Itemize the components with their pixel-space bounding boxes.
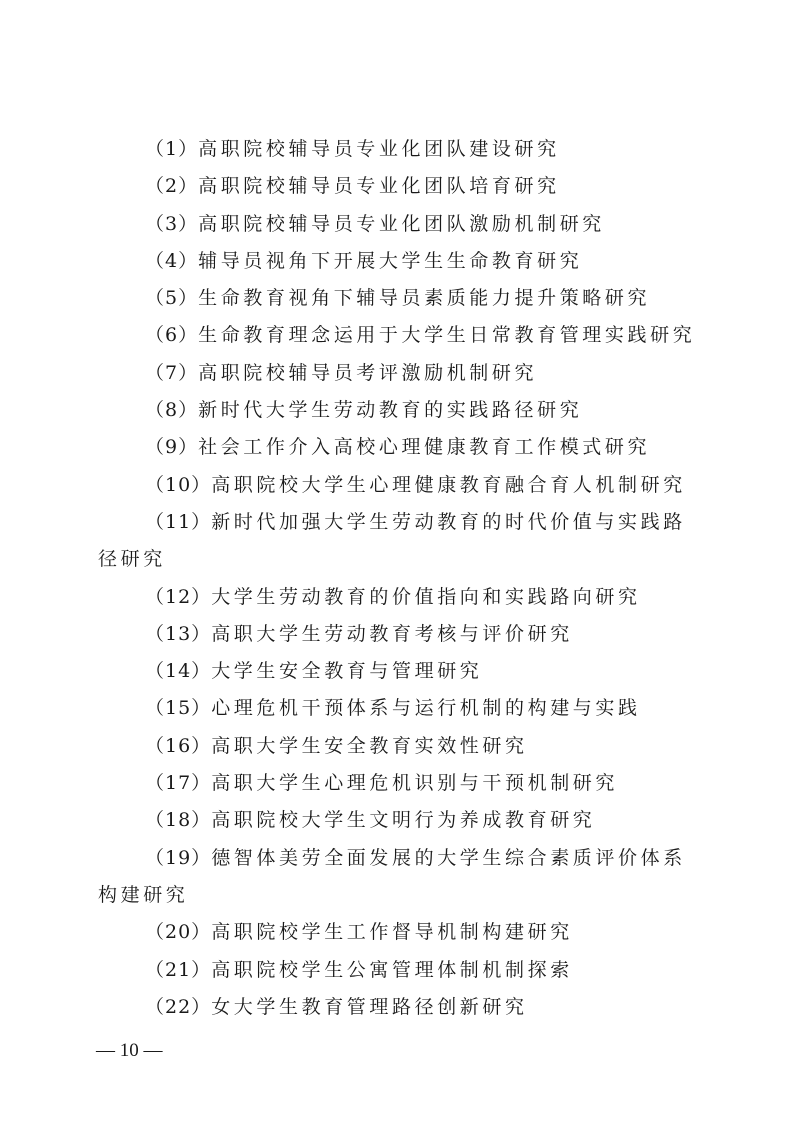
list-item: （10）高职院校大学生心理健康教育融合育人机制研究 [145, 473, 686, 496]
list-item: （8）新时代大学生劳动教育的实践路径研究 [145, 399, 583, 422]
list-item: （16）高职大学生安全教育实效性研究 [145, 734, 528, 757]
list-item: （21）高职院校学生公寓管理体制机制探索 [145, 958, 573, 981]
research-topic-list [98, 131, 698, 1026]
list-item: （20）高职院校学生工作督导机制构建研究 [145, 921, 573, 944]
list-item: （13）高职大学生劳动教育考核与评价研究 [145, 622, 573, 645]
list-item: （18）高职院校大学生文明行为养成教育研究 [145, 809, 596, 832]
list-item: （1）高职院校辅导员专业化团队建设研究 [145, 138, 560, 160]
list-item: （11）新时代加强大学生劳动教育的时代价值与实践路径研究 [98, 510, 686, 571]
page-number: — 10 — [96, 1040, 163, 1061]
list-item: （17）高职大学生心理危机识别与干预机制研究 [145, 772, 618, 795]
list-item: （19）德智体美劳全面发展的大学生综合素质评价体系构建研究 [98, 846, 686, 906]
list-item: （6）生命教育理念运用于大学生日常教育管理实践研究 [145, 324, 696, 347]
list-item: （22）女大学生教育管理路径创新研究 [145, 995, 528, 1018]
list-item: （4）辅导员视角下开展大学生生命教育研究 [145, 249, 583, 272]
list-item: （14）大学生安全教育与管理研究 [145, 660, 483, 683]
list-item: （3）高职院校辅导员专业化团队激励机制研究 [145, 212, 605, 235]
list-item: （15）心理危机干预体系与运行机制的构建与实践 [145, 697, 641, 720]
list-item: （2）高职院校辅导员专业化团队培育研究 [145, 175, 560, 198]
list-item: （7）高职院校辅导员考评激励机制研究 [145, 361, 538, 384]
list-item: （12）大学生劳动教育的价值指向和实践路向研究 [145, 585, 641, 608]
list-item: （9）社会工作介入高校心理健康教育工作模式研究 [145, 436, 651, 459]
list-item: （5）生命教育视角下辅导员素质能力提升策略研究 [145, 287, 651, 310]
